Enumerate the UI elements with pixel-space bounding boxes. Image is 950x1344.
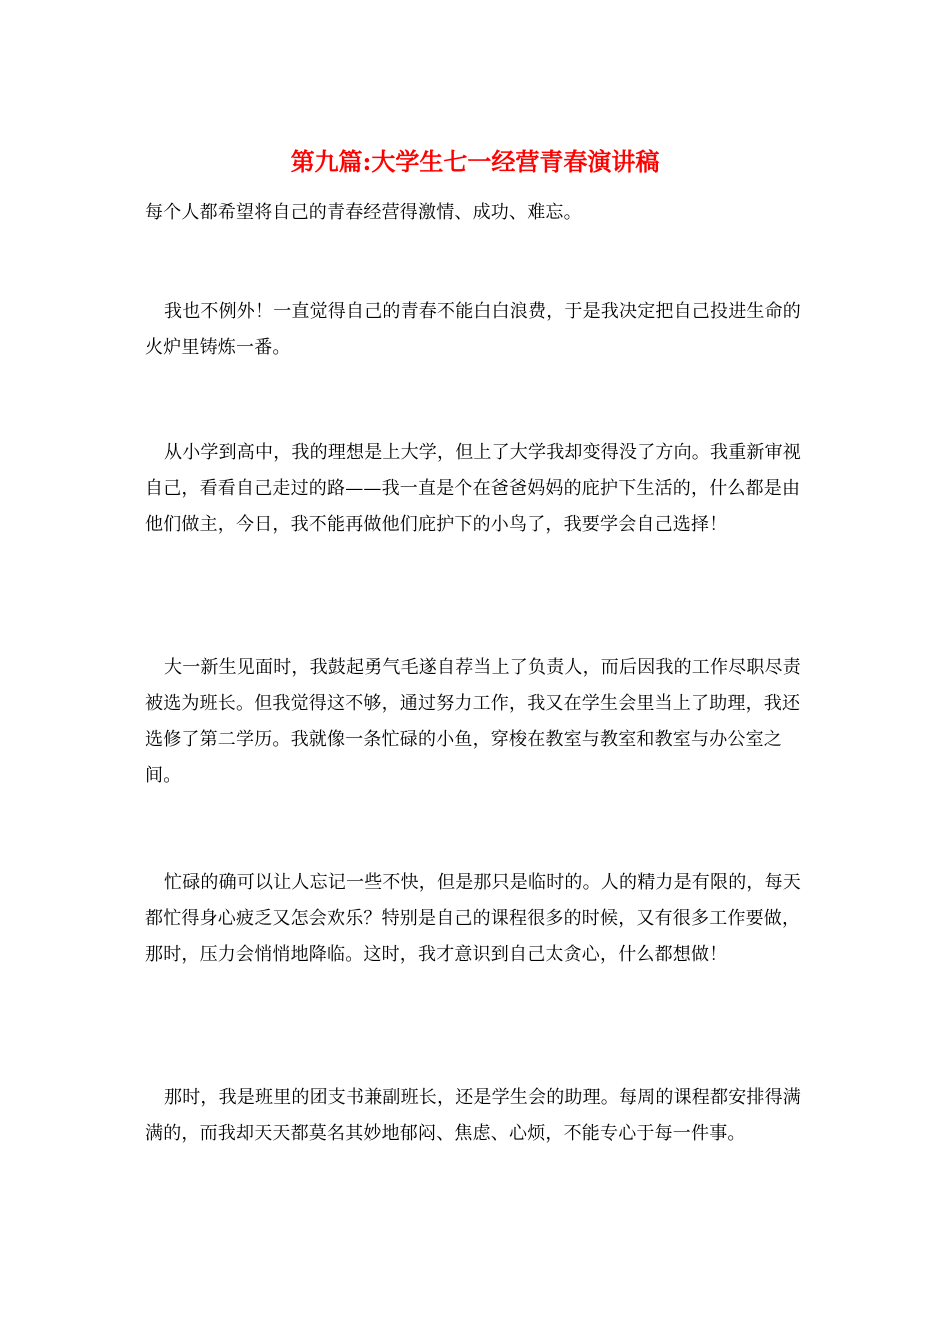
document-title: 第九篇:大学生七一经营青春演讲稿 — [290, 147, 660, 176]
paragraph-2: 我也不例外！一直觉得自己的青春不能白白浪费，于是我决定把自己投进生命的火炉里铸炼一番。 — [145, 301, 801, 358]
paragraph-5: 忙碌的确可以让人忘记一些不快，但是那只是临时的。人的精力是有限的，每天都忙得身心疲乏又怎会欢乐？特别是自己的课程很多的时候，又有很多工作要做，那时，压力会悄悄地降临。这时，我才意识到自己太贪心，什么都想做！ — [145, 872, 801, 965]
paragraph-4: 大一新生见面时，我鼓起勇气毛遂自荐当上了负责人，而后因我的工作尽职尽责被选为班长。但我觉得这不够，通过努力工作，我又在学生会里当上了助理，我还选修了第二学历。我就像一条忙碌的小鱼，穿梭在教室与教室和教室与办公室之间。 — [145, 657, 801, 786]
paragraph-3: 从小学到高中，我的理想是上大学，但上了大学我却变得没了方向。我重新审视自己，看看自己走过的路——我一直是个在爸爸妈妈的庇护下生活的，什么都是由他们做主，今日，我不能再做他们庇护下的小鸟了，我要学会自己选择！ — [145, 442, 801, 535]
paragraph-1: 每个人都希望将自己的青春经营得激情、成功、难忘。 — [145, 202, 582, 223]
paragraph-6: 那时，我是班里的团支书兼副班长，还是学生会的助理。每周的课程都安排得满满的，而我却天天都莫名其妙地郁闷、焦虑、心烦，不能专心于每一件事。 — [145, 1087, 801, 1144]
